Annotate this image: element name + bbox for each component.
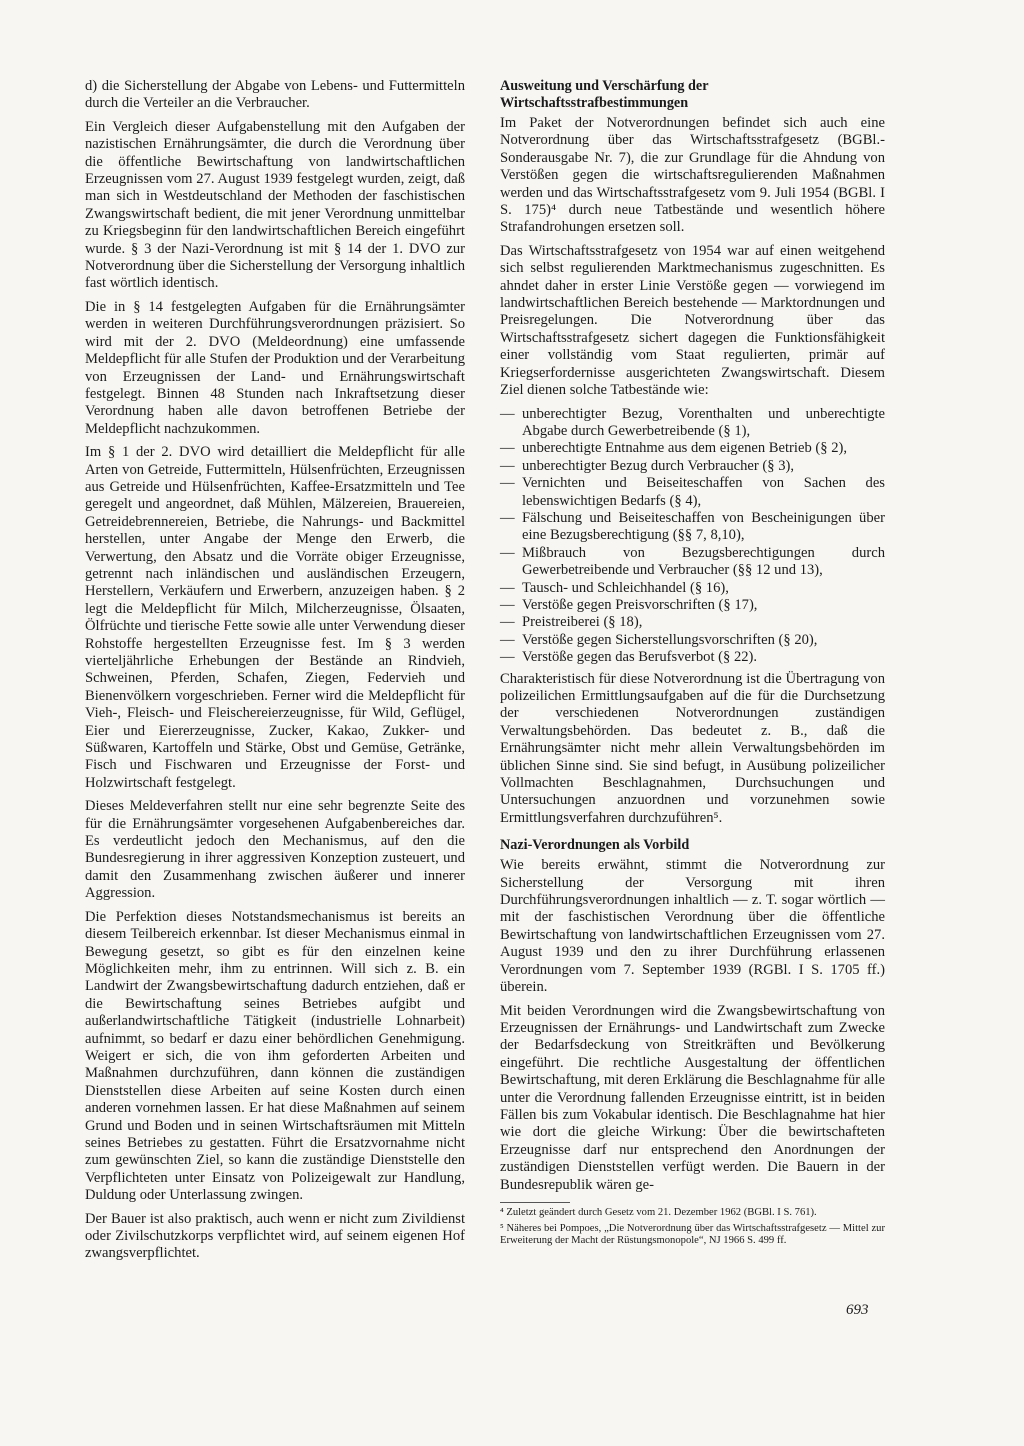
paragraph: Dieses Meldeverfahren stellt nur eine sehr begrenzte Seite des für die Ernährungsämter vorgesehenen Aufgabenbereiches dar. Es verdeutlicht jedoch den Mechanismus, auf den die Bundesregierung in ihrer aggressiven Konzeption zusteuert, und damit den Zusammenhang zwischen äußerer und innerer Aggression. bbox=[85, 798, 465, 902]
paragraph: Wie bereits erwähnt, stimmt die Notverordnung zur Sicherstellung der Versorgung mit ihren Durchführungsverordnungen inhaltlich — z. T. sogar wörtlich — mit der faschistischen Verordnung über die öffentliche Bewirtschaftung von landwirtschaftlichen Erzeugnissen vom 27. August 1939 und den zu ihrer Durchführung erlassenen Verordnungen vom 7. September 1939 (RGBl. I S. 1705 ff.) überein. bbox=[500, 857, 885, 996]
list-item: — unberechtigter Bezug, Vorenthalten und unberechtigte Abgabe durch Gewerbetreibende (§ 1), bbox=[500, 406, 885, 441]
list-item: — unberechtigte Entnahme aus dem eigenen Betrieb (§ 2), bbox=[500, 440, 885, 457]
footnote: ⁵ Näheres bei Pompoes, „Die Notverordnung über das Wirtschaftsstrafgesetz — Mittel zur Erweiterung der Macht der Rüstungsmonopole“, NJ 1966 S. 499 ff. bbox=[500, 1223, 885, 1247]
footnote-divider bbox=[500, 1202, 570, 1203]
paragraph: Im § 1 der 2. DVO wird detailliert die Meldepflicht für alle Arten von Getreide, Futtermitteln, Hülsenfrüchten, Erzeugnissen aus Getreide und Hülsenfrüchten, Kaffee-Ersatzmitteln und Tee geregelt und angeordnet, daß Mühlen, Mälzereien, Brauereien, Getreidebrennereien, Betriebe, die Nahrungs- und Backmittel herstellen, unter Angabe der Menge den Erwerb, die Verwertung, den Absatz und die Vorräte obiger Erzeugnisse, getrennt nach inländischen und ausländischen Erzeugern, Herstellern, Verkäufern und Erwerbern, anzuzeigen haben. § 2 legt die Meldepflicht für Milch, Milcherzeugnisse, Ölsaaten, Ölfrüchte und tierische Fette sowie alle unter Verwendung dieser Rohstoffe hergestellten Erzeugnisse fest. Im § 3 werden vierteljährliche Erhebungen der Bestände an Rindvieh, Schweinen, Pferden, Schafen, Ziegen, Federvieh und Bienenvölkern vorgeschrieben. Ferner wird die Meldepflicht für Vieh-, Fleisch- und Fleischereierzeugnisse, für Wild, Geflügel, Eier und Eiererzeugnisse, Zucker, Kakao, Zukker- und Süßwaren, Kartoffeln und Stärke, Obst und Gemüse, Getränke, Fisch und Fischwaren und Erzeugnisse der Forst- und Holzwirtschaft festgelegt. bbox=[85, 444, 465, 791]
section-heading: Ausweitung und Verschärfung der Wirtschaftsstrafbestimmungen bbox=[500, 78, 709, 111]
list-item: — Verstöße gegen Sicherstellungsvorschriften (§ 20), bbox=[500, 632, 885, 649]
offense-list bbox=[500, 406, 885, 667]
paragraph: Ein Vergleich dieser Aufgabenstellung mit den Aufgaben der nazistischen Ernährungsämter, die durch die Verordnung über die öffentliche Bewirtschaftung von landwirtschaftlichen Erzeugnissen vom 27. August 1939 festgelegt wurden, zeigt, daß man sich in Westdeutschland der Methoden der faschistischen Zwangswirtschaft bedient, die mit jener Verordnung unmittelbar zu Kriegsbeginn für den landwirtschaftlichen Bereich eingeführt wurde. § 3 der Nazi-Verordnung ist mit § 14 der 1. DVO zur Notverordnung über die Sicherstellung der Versorgung inhaltlich fast wörtlich identisch. bbox=[85, 118, 465, 292]
list-item: — Tausch- und Schleichhandel (§ 16), bbox=[500, 580, 885, 597]
right-column bbox=[500, 78, 885, 1248]
paragraph: Das Wirtschaftsstrafgesetz von 1954 war auf einen weitgehend sich selbst regulierenden Marktmechanismus zugeschnitten. Es ahndet daher in erster Linie Verstöße gegen — vorwiegend im landwirtschaftlichen Bereich bestehende — Marktordnungen und Preisregelungen. Die Notverordnung über das Wirtschaftsstrafgesetz sichert dagegen die Funktionsfähigkeit einer vollständig vom Staat regulierten, primär auf Kriegserfordernisse ausgerichteten Zwangswirtschaft. Diesem Ziel dienen solche Tatbestände wie: bbox=[500, 242, 885, 399]
left-column bbox=[85, 78, 465, 1269]
list-item: — Mißbrauch von Bezugsberechtigungen durch Gewerbetreibende und Verbraucher (§§ 12 und 13), bbox=[500, 545, 885, 580]
page-number: 693 bbox=[846, 1302, 869, 1318]
paragraph: Im Paket der Notverordnungen befindet sich auch eine Notverordnung über das Wirtschaftsstrafgesetz (BGBl.-Sonderausgabe Nr. 7), die zur Grundlage für die Ahndung von Verstößen gegen die wirtschaftsregulierenden Maßnahmen werden und das Wirtschaftsstrafgesetz vom 9. Juli 1954 (BGBl. I S. 175)⁴ durch neue Tatbestände und wesentlich höhere Strafandrohungen ersetzen soll. bbox=[500, 115, 885, 236]
paragraph: Der Bauer ist also praktisch, auch wenn er nicht zum Zivildienst oder Zivilschutzkorps verpflichtet wird, auf seinem eigenen Hof zwangsverpflichtet. bbox=[85, 1210, 465, 1262]
paragraph: Die in § 14 festgelegten Aufgaben für die Ernährungsämter werden in weiteren Durchführungsverordnungen präzisiert. So wird mit der 2. DVO (Meldeordnung) eine umfassende Meldepflicht für alle Stufen der Produktion und der Verarbeitung von Erzeugnissen der Land- und Ernährungswirtschaft festgelegt. Binnen 48 Stunden nach Inkraftsetzung dieser Verordnung haben alle davon betroffenen Betriebe der Meldepflicht nachzukommen. bbox=[85, 298, 465, 437]
list-item: — Verstöße gegen das Berufsverbot (§ 22). bbox=[500, 649, 885, 666]
list-item: — Preistreiberei (§ 18), bbox=[500, 614, 885, 631]
paragraph: Die Perfektion dieses Notstandsmechanismus ist bereits an diesem Teilbereich erkennbar. Ist dieser Mechanismus einmal in Bewegung gesetzt, so gibt es für den einzelnen keine Möglichkeiten mehr, ihm zu entrinnen. Will sich z. B. ein Landwirt der Zwangsbewirtschaftung dadurch entziehen, daß er die Bewirtschaftung seines Betriebes aufgibt und außerlandwirtschaftliche Tätigkeit (industrielle Lohnarbeit) aufnimmt, so bedarf er dazu einer behördlichen Genehmigung. Weigert er sich, die von ihm geforderten Arbeiten und Maßnahmen durchzuführen, dann können die zuständigen Dienststellen diese Arbeiten auf seine Kosten durch einen anderen vornehmen lassen. Er hat diese Maßnahmen auf seinem Grund und Boden und in seinen Wirtschaftsräumen mit Mitteln seines Betriebes zu gestatten. Führt die Ersatzvornahme nicht zum gewünschten Ziel, so kann die zuständige Dienststelle den Verpflichteten unter Einsatz von Polizeigewalt zur Handlung, Duldung oder Unterlassung zwingen. bbox=[85, 908, 465, 1204]
list-item: — Fälschung und Beiseiteschaffen von Bescheinigungen über eine Bezugsberechtigung (§§ 7, 8,10), bbox=[500, 510, 885, 545]
paragraph: Charakteristisch für diese Notverordnung ist die Übertragung von polizeilichen Ermittlungsaufgaben auf die für die Durchsetzung der verschiedenen Notverordnungen zuständigen Verwaltungsbehörden. Das bedeutet z. B., daß die Ernährungsämter nicht mehr allein Verwaltungsbehörden im üblichen Sinne sind. Sie sind befugt, in Ausübung polizeilicher Vollmachten Beschlagnahmen, Durchsuchungen und Untersuchungen anzuordnen und vorzunehmen sowie Ermittlungsverfahren durchzuführen⁵. bbox=[500, 670, 885, 826]
list-item: — Vernichten und Beiseiteschaffen von Sachen des lebenswichtigen Bedarfs (§ 4), bbox=[500, 475, 885, 510]
list-item: — Verstöße gegen Preisvorschriften (§ 17), bbox=[500, 597, 885, 614]
footnote: ⁴ Zuletzt geändert durch Gesetz vom 21. Dezember 1962 (BGBl. I S. 761). bbox=[500, 1206, 817, 1218]
paragraph: Mit beiden Verordnungen wird die Zwangsbewirtschaftung von Erzeugnissen der Ernährungs- und Landwirtschaft zum Zwecke der Bedarfsdeckung von Streitkräften und Bevölkerung eingeführt. Die rechtliche Ausgestaltung der öffentlichen Bewirtschaftung, mit deren Erklärung die Beschlagnahme für alle unter die Verordnung fallenden Erzeugnisse eintritt, ist in beiden Fällen bis zum Vokabular identisch. Die Beschlagnahme hat hier wie dort die gleiche Wirkung: Über die bewirtschafteten Erzeugnisse darf nur entsprechend den Anordnungen der zuständigen Dienststellen verfügt werden. Die Bauern in der Bundesrepublik wären ge- bbox=[500, 1002, 885, 1193]
list-item: — unberechtigter Bezug durch Verbraucher (§ 3), bbox=[500, 458, 885, 475]
paragraph: d) die Sicherstellung der Abgabe von Lebens- und Futtermitteln durch die Verteiler an die Verbraucher. bbox=[85, 78, 465, 112]
section-heading: Nazi-Verordnungen als Vorbild bbox=[500, 837, 690, 854]
